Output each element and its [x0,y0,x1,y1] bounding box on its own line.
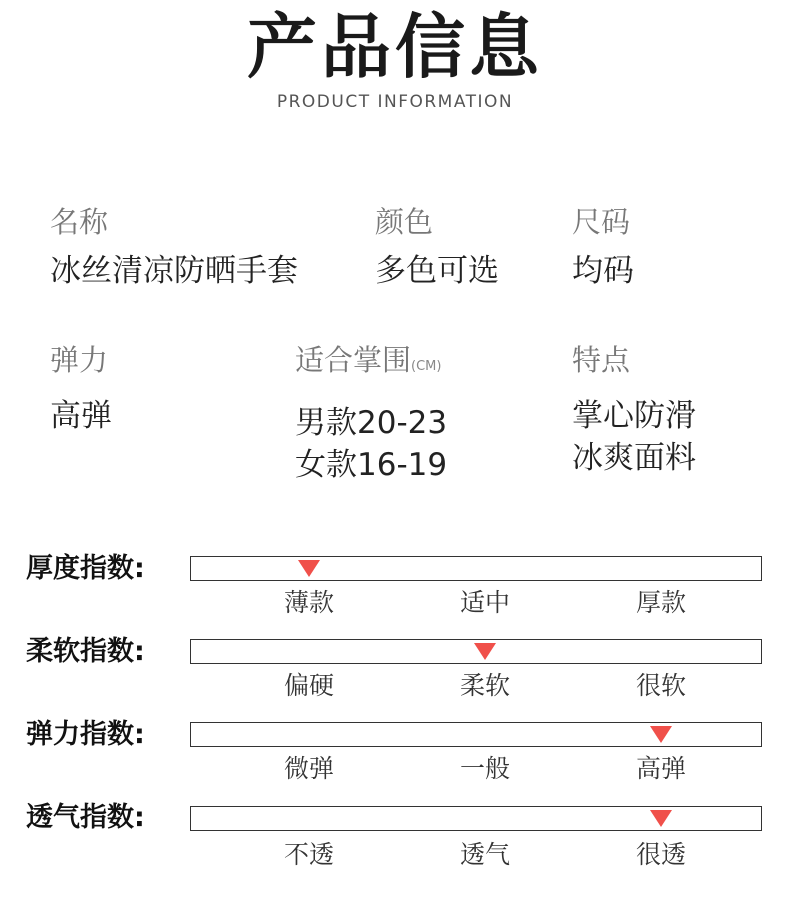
breathability-label: 透气指数: [26,802,145,833]
breathability-tick-low: 不透 [283,840,334,869]
thickness-tick-high: 厚款 [635,588,686,617]
page-title: 产品信息 [247,6,543,88]
softness-marker [474,643,496,660]
info-size [572,202,634,292]
color-value: 多色可选 [375,253,499,289]
elasticity-label: 弹力指数: [26,719,145,750]
size-value: 均码 [572,253,634,289]
palm-value-female: 女款16-19 [295,447,448,483]
elasticity-tick-high: 高弹 [635,754,686,783]
softness-tick-low: 偏硬 [283,671,334,700]
softness-tick-mid: 柔软 [459,671,510,700]
palm-unit: (CM) [411,359,442,374]
softness-label: 柔软指数: [26,636,145,667]
name-value: 冰丝清凉防晒手套 [50,253,298,289]
page-subtitle: PRODUCT INFORMATION [276,92,514,112]
elastic-value: 高弹 [50,398,112,434]
info-elastic [50,340,112,437]
palm-value-male: 男款20-23 [295,405,448,441]
feature-value-1: 掌心防滑 [572,398,696,434]
thickness-tick-low: 薄款 [283,588,334,617]
thickness-label: 厚度指数: [26,553,145,584]
breathability-marker [650,810,672,827]
palm-label-text: 适合掌围 [295,343,412,377]
info-color [375,202,499,292]
elastic-label: 弹力 [50,343,109,377]
thickness-marker [298,560,320,577]
breathability-tick-high: 很透 [635,840,686,869]
elasticity-marker [650,726,672,743]
info-name [50,202,298,292]
color-label: 颜色 [375,205,434,239]
feature-value-2: 冰爽面料 [572,440,696,476]
size-label: 尺码 [572,205,631,239]
softness-tick-high: 很软 [635,671,686,700]
info-palm [295,340,447,486]
thickness-tick-mid: 适中 [459,588,510,617]
info-feature [572,340,696,479]
elasticity-bar [190,722,762,747]
name-label: 名称 [50,205,109,239]
feature-label: 特点 [572,343,631,377]
thickness-bar [190,556,762,581]
elasticity-tick-low: 微弹 [283,754,334,783]
palm-label [295,340,447,387]
breathability-tick-mid: 透气 [459,840,510,869]
elasticity-tick-mid: 一般 [459,754,510,783]
breathability-bar [190,806,762,831]
